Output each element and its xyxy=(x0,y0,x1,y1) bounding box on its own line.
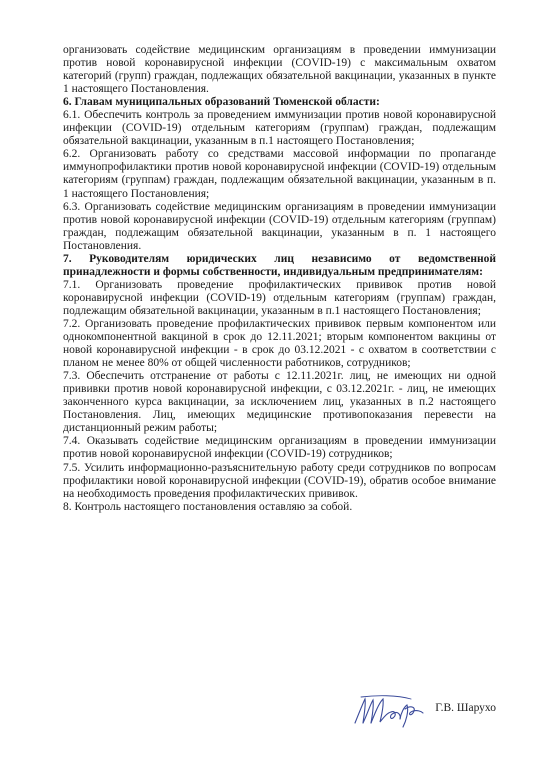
paragraph-intro: организовать содействие медицинским организациям в проведении иммунизации против новой коронавирусной инфекции (COVID-19) с максимальным охватом категорий (групп) граждан, подлежащих обязательной вакцинации, указанных в пункте 1 настоящего Постановления. xyxy=(63,44,496,96)
paragraph-7-5: 7.5. Усилить информационно-разъяснительную работу среди сотрудников по вопросам профилактики новой коронавирусной инфекции (COVID-19), обратив особое внимание на необходимость проведения профилактических прививок. xyxy=(63,461,496,500)
signer-name: Г.В. Шарухо xyxy=(435,702,496,714)
paragraph-7-4: 7.4. Оказывать содействие медицинским организациям в проведении иммунизации против новой коронавирусной инфекции (COVID-19) сотрудников; xyxy=(63,435,496,461)
heading-section-6: 6. Главам муниципальных образований Тюменской области: xyxy=(63,96,380,109)
paragraph-6-2: 6.2. Организовать работу со средствами массовой информации по пропаганде иммунопрофилактики против новой коронавирусной инфекции (COVID-19) отдельным категориям (группам) граждан, подлежащим обязательной вакцинации, указанным в п. 1 настоящего Постановления; xyxy=(63,148,496,200)
paragraph-6-1: 6.1. Обеспечить контроль за проведением иммунизации против новой коронавирусной инфекции (COVID-19) отдельным категориям (группам) граждан, подлежащим обязательной вакцинации, указанным в п.1 настоящего Постановления; xyxy=(63,109,496,148)
paragraph-7-3: 7.3. Обеспечить отстранение от работы с 12.11.2021г. лиц, не имеющих ни одной прививки против новой коронавирусной инфекции, с 03.12.2021г. - лиц, не имеющих законченного курса вакцинации, за исключением лиц, указанных в п.2 настоящего Постановления. Лиц, имеющих медицинские противопоказания перевести на дистанционный режим работы; xyxy=(63,370,496,435)
signature-block xyxy=(63,693,496,733)
heading-section-7: 7. Руководителям юридических лиц независимо от ведомственной принадлежности и формы собственности, индивидуальным предпринимателям: xyxy=(63,252,496,278)
paragraph-6-3: 6.3. Организовать содействие медицинским организациям в проведении иммунизации против новой коронавирусной инфекции (COVID-19) отдельным категориям (группам) граждан, подлежащим обязательной вакцинации, указанным в п. 1 настоящего Постановления. xyxy=(63,200,496,252)
document-body xyxy=(63,44,496,514)
handwritten-signature xyxy=(351,693,427,729)
paragraph-8: 8. Контроль настоящего постановления оставляю за собой. xyxy=(63,500,353,513)
paragraph-7-1: 7.1. Организовать проведение профилактических прививок против новой коронавирусной инфекции (COVID-19) отдельным категориям (группам) граждан, подлежащим обязательной вакцинации, указанным в п.1 настоящего Постановления; xyxy=(63,278,496,317)
paragraph-7-2: 7.2. Организовать проведение профилактических прививок первым компонентом или однокомпонентной вакциной в срок до 12.11.2021; вторым компонентом вакцины от новой коронавирусной инфекции - в срок до 03.12.2021 - с охватом в соответствии с планом не менее 80% от общей численности работников, сотрудников; xyxy=(63,317,496,370)
